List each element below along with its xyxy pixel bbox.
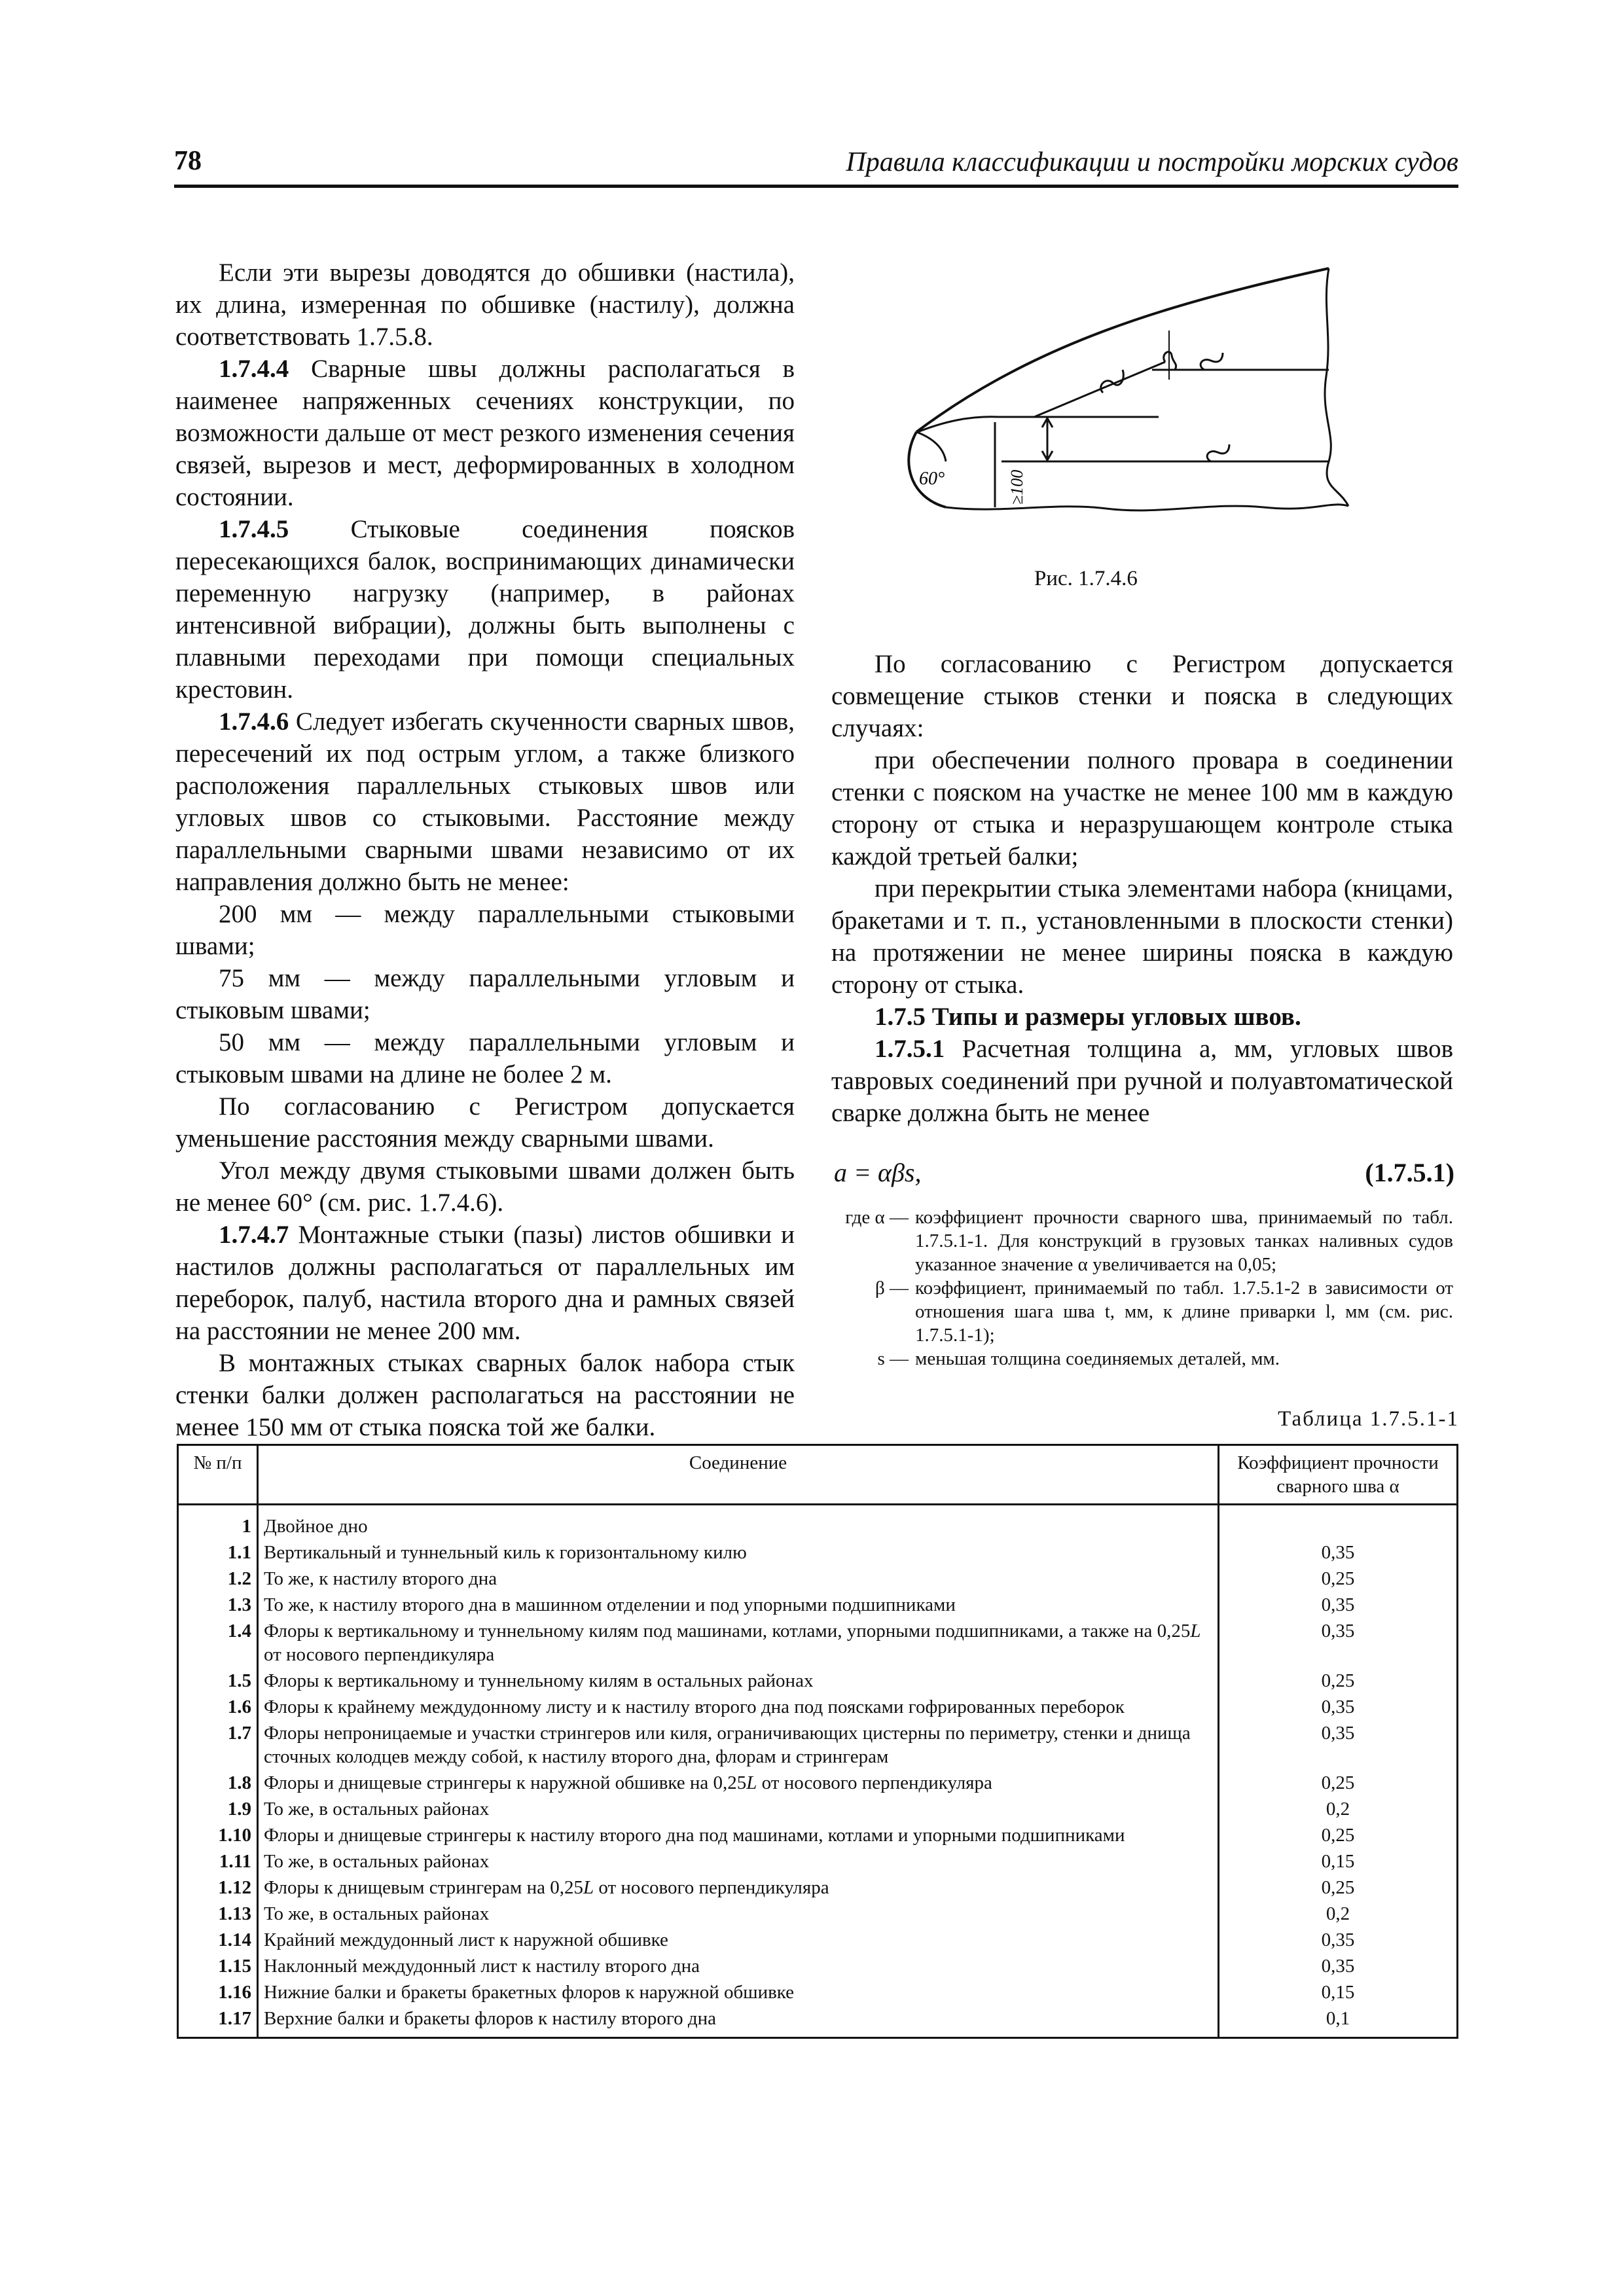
section-number: 1.7.4.7 [219,1221,289,1249]
variable-l: L [746,1772,757,1793]
section-text: Сварные швы должны располагаться в наименее напряженных сечениях конструкции, по возможности дальше от мест резкого изменения сечения связей, вырезов и мест, деформированных в холодном состоянии. [175,355,795,511]
paragraph: Угол между двумя стыковыми швами должен быть не менее 60° (см. рис. 1.7.4.6). [175,1157,795,1217]
table-body [178,1505,1458,2038]
column-header-number: № п/п [178,1445,258,1505]
row-coefficient: 0,25 [1219,1822,1458,1848]
section-number: 1.7.4.6 [219,708,289,736]
table-row [178,1796,1458,1822]
paragraph: Если эти вырезы доводятся до обшивки (настила), их длина, измеренная по обшивке (настилу), должна соответствовать 1.7.5.8. [175,259,795,351]
row-coefficient: 0,15 [1219,1848,1458,1874]
variable-l: L [583,1877,594,1898]
row-coefficient: 0,35 [1219,1592,1458,1618]
table-row [178,1720,1458,1770]
row-coefficient: 0,35 [1219,1694,1458,1720]
table-row [178,1901,1458,1927]
section-text: Следует избегать скученности сварных швов, пересечений их под острым углом, а также близкого расположения параллельных стыковых швов или угловых швов со стыковыми. Расстояние между параллельными сварными швами независимо от их направления должно быть не менее: [175,708,795,896]
section-1-7-5-1 [831,1033,1453,1129]
weld-joint-diagram [871,265,1394,540]
table-row [178,1979,1458,2005]
row-coefficient: 0,1 [1219,2005,1458,2038]
paragraph: По согласованию с Регистром допускается совмещение стыков стенки и пояска в следующих случаях: [831,650,1453,742]
definition-item [831,1347,1453,1371]
variable-l: L [1190,1621,1201,1641]
row-number: 1.17 [178,2005,258,2038]
row-connection: Флоры к вертикальному и туннельному килям в остальных районах [258,1668,1219,1694]
table-row [178,1848,1458,1874]
row-coefficient: 0,35 [1219,1618,1458,1668]
row-connection: То же, к настилу второго дна [258,1566,1219,1592]
paragraph: при обеспечении полного провара в соединении стенки с пояском на участке не менее 100 мм в каждую сторону от стыка и неразрушающем контроле стыка каждой третьей балки; [831,746,1453,870]
definition-text: коэффициент прочности сварного шва, принимаемый по табл. 1.7.5.1-1. Для конструкций в грузовых танках наливных судов указанное значение α увеличивается на 0,05; [915,1207,1453,1275]
row-coefficient: 0,35 [1219,1720,1458,1770]
dimension-label: ≥100 [1007,469,1026,505]
row-coefficient: 0,2 [1219,1901,1458,1927]
page-number: 78 [174,146,202,176]
column-header-connection: Соединение [258,1445,1219,1505]
section-1-7-4-5 [175,513,795,706]
paragraph: 50 мм — между параллельными угловым и стыковым швами на длине не более 2 м. [175,1028,795,1088]
row-coefficient: 0,15 [1219,1979,1458,2005]
section-number: 1.7.5 [875,1003,926,1031]
row-connection: Двойное дно [258,1505,1219,1540]
row-connection: Флоры к вертикальному и туннельному килям под машинами, котлами, упорными подшипниками, а также на 0,25L от носового перпендикуляра [258,1618,1219,1668]
definition-item [831,1206,1453,1276]
row-connection: Нижние балки и бракеты бракетных флоров к наружной обшивке [258,1979,1219,2005]
row-connection: То же, в остальных районах [258,1796,1219,1822]
section-text: Монтажные стыки (пазы) листов обшивки и настилов должны располагаться от параллельных им переборок, палуб, настила второго дна и рамных связей на расстоянии не менее 200 мм. [175,1221,795,1345]
formula-expression: a = αβs, [834,1158,922,1187]
table-row [178,1927,1458,1953]
row-connection: Флоры и днищевые стрингеры к наружной обшивке на 0,25L от носового перпендикуляра [258,1770,1219,1796]
row-coefficient [1219,1505,1458,1540]
row-number: 1.14 [178,1927,258,1953]
section-text: Расчетная толщина a, мм, угловых швов тавровых соединений при ручной и полуавтоматической сварке должна быть не менее [831,1035,1453,1127]
definition-symbol: β — [875,1278,909,1299]
definition-symbol: s — [877,1348,909,1369]
formula-1-7-5-1 [834,1157,1454,1188]
running-title: Правила классификации и постройки морских судов [846,147,1458,177]
definition-symbol: где α — [845,1207,909,1228]
section-number: 1.7.4.4 [219,355,289,383]
section-1-7-5 [831,1001,1453,1033]
definition-item [831,1276,1453,1347]
left-column [175,257,795,1443]
definition-text: меньшая толщина соединяемых деталей, мм. [915,1348,1280,1369]
row-connection: То же, в остальных районах [258,1848,1219,1874]
table-header-row [178,1445,1458,1505]
section-1-7-4-4 [175,353,795,513]
angle-label: 60° [919,469,945,489]
row-number: 1.15 [178,1953,258,1979]
row-coefficient: 0,35 [1219,1953,1458,1979]
row-number: 1.16 [178,1979,258,2005]
row-number: 1.11 [178,1848,258,1874]
section-1-7-4-6 [175,706,795,898]
row-coefficient: 0,35 [1219,1927,1458,1953]
right-column [831,648,1453,1129]
table-row [178,1822,1458,1848]
table-row [178,1505,1458,1540]
section-1-7-4-7 [175,1219,795,1347]
row-connection: Наклонный междудонный лист к настилу второго дна [258,1953,1219,1979]
definition-text: коэффициент, принимаемый по табл. 1.7.5.1-2 в зависимости от отношения шага шва t, мм, к длине приварки l, мм (см. рис. 1.7.5.1-1); [915,1278,1453,1346]
table-row [178,1874,1458,1901]
row-number: 1.9 [178,1796,258,1822]
section-number: 1.7.4.5 [219,515,289,543]
row-number: 1.2 [178,1566,258,1592]
row-connection: Флоры и днищевые стрингеры к настилу второго дна под машинами, котлами и упорными подшипниками [258,1822,1219,1848]
table-title: Таблица 1.7.5.1-1 [1278,1407,1459,1431]
row-number: 1.6 [178,1694,258,1720]
row-coefficient: 0,25 [1219,1668,1458,1694]
paragraph: В монтажных стыках сварных балок набора стык стенки балки должен располагаться на расстоянии не менее 150 мм от стыка пояска той же балки. [175,1349,795,1441]
formula-number: (1.7.5.1) [1365,1158,1454,1187]
table-row [178,1566,1458,1592]
row-number: 1.3 [178,1592,258,1618]
row-number: 1.10 [178,1822,258,1848]
row-coefficient: 0,25 [1219,1566,1458,1592]
paragraph: при перекрытии стыка элементами набора (кницами, бракетами и т. п., установленными в плоскости стенки) на протяжении не менее ширины пояска в каждую сторону от стыка. [831,874,1453,999]
row-number: 1.5 [178,1668,258,1694]
formula-definitions [831,1206,1453,1371]
row-coefficient: 0,35 [1219,1539,1458,1566]
row-connection: Флоры непроницаемые и участки стрингеров или киля, ограничивающих цистерны по периметру, стенки и днища сточных колодцев между собой, к настилу второго дна, флорам и стрингерам [258,1720,1219,1770]
curved-edge [916,268,1329,432]
row-coefficient: 0,25 [1219,1770,1458,1796]
table-row [178,2005,1458,2038]
row-connection: Верхние балки и бракеты флоров к настилу второго дна [258,2005,1219,2038]
paragraph: 200 мм — между параллельными стыковыми швами; [175,900,795,960]
row-number: 1.7 [178,1720,258,1770]
row-number: 1 [178,1505,258,1540]
row-number: 1.8 [178,1770,258,1796]
row-connection: Вертикальный и туннельный киль к горизонтальному килю [258,1539,1219,1566]
row-number: 1.12 [178,1874,258,1901]
row-number: 1.13 [178,1901,258,1927]
table-row [178,1770,1458,1796]
paragraph: 75 мм — между параллельными угловым и стыковым швами; [175,964,795,1024]
figure-1-7-4-6 [871,265,1394,540]
row-connection: То же, в остальных районах [258,1901,1219,1927]
table-row [178,1539,1458,1566]
row-connection: Флоры к крайнему междудонному листу и к настилу второго дна под поясками гофрированных переборок [258,1694,1219,1720]
paragraph: По согласованию с Регистром допускается уменьшение расстояния между сварными швами. [175,1092,795,1153]
row-number: 1.4 [178,1618,258,1668]
row-coefficient: 0,25 [1219,1874,1458,1901]
page-header [174,145,1458,188]
table-row [178,1953,1458,1979]
row-connection: То же, к настилу второго дна в машинном отделении и под упорными подшипниками [258,1592,1219,1618]
row-connection: Флоры к днищевым стрингерам на 0,25L от носового перпендикуляра [258,1874,1219,1901]
row-connection: Крайний междудонный лист к наружной обшивке [258,1927,1219,1953]
column-header-coefficient: Коэффициент прочности сварного шва α [1219,1445,1458,1505]
weld-coefficient-table [177,1444,1458,2039]
table-row [178,1694,1458,1720]
section-heading: Типы и размеры угловых швов. [926,1003,1301,1031]
figure-caption: Рис. 1.7.4.6 [1034,567,1138,590]
row-coefficient: 0,2 [1219,1796,1458,1822]
table-row [178,1618,1458,1668]
table-row [178,1592,1458,1618]
section-text: Стыковые соединения поясков пересекающихся балок, воспринимающих динамически переменную нагрузку (например, в районах интенсивной вибрации), должны быть выполнены с плавными переходами при помощи специальных крестовин. [175,515,795,704]
row-number: 1.1 [178,1539,258,1566]
section-number: 1.7.5.1 [875,1035,945,1063]
table-row [178,1668,1458,1694]
